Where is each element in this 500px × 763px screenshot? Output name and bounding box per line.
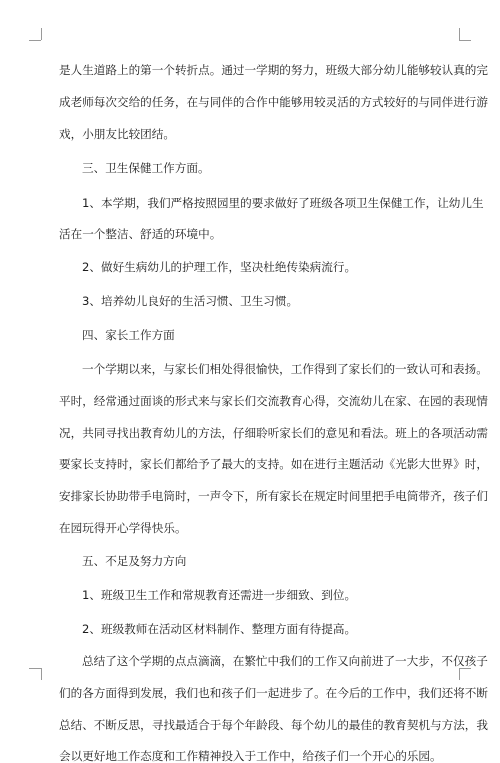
crop-mark-top-left-h: [29, 40, 41, 41]
paragraph-line: 一个学期以来，与家长们相处得很愉快，工作得到了家长们的一致认可和表扬。: [82, 362, 488, 376]
paragraph-line: 是人生道路上的第一个转折点。通过一学期的努力，班级大部分幼儿能够较认真的完: [59, 63, 488, 77]
paragraph-line: 安排家长协助带手电筒时，一声令下，所有家长在规定时间里把手电筒带齐，孩子们: [59, 489, 488, 503]
crop-mark-bottom-left-v: [41, 668, 42, 680]
list-item: 3、培养幼儿良好的生活习惯、卫生习惯。: [82, 294, 299, 308]
paragraph-line: 1、本学期，我们严格按照园里的要求做好了班级各项卫生保健工作，让幼儿生: [82, 196, 484, 210]
paragraph-line: 总结了这个学期的点点滴滴，在繁忙中我们的工作又向前进了一大步，不仅孩子: [82, 654, 488, 668]
crop-mark-top-right-h: [459, 40, 471, 41]
section-heading: 五、不足及努力方向: [82, 554, 187, 568]
paragraph-line: 成老师每次交给的任务，在与同伴的合作中能够用较灵活的方式较好的与同伴进行游: [59, 95, 488, 109]
paragraph-line: 戏，小朋友比较团结。: [59, 127, 175, 141]
crop-mark-bottom-right-h: [459, 668, 471, 669]
paragraph-line: 活在一个整洁、舒适的环境中。: [59, 227, 222, 241]
paragraph-line: 在园玩得开心学得快乐。: [59, 521, 187, 535]
list-item: 2、班级教师在活动区材料制作、整理方面有待提高。: [82, 622, 357, 636]
section-heading: 四、家长工作方面: [82, 328, 175, 342]
paragraph-line: 们的各方面得到发展，我们也和孩子们一起进步了。在今后的工作中，我们还将不断: [59, 686, 488, 700]
list-item: 1、班级卫生工作和常规教育还需进一步细致、到位。: [82, 588, 357, 602]
section-heading: 三、卫生保健工作方面。: [82, 161, 210, 175]
paragraph-line: 平时，经常通过面谈的形式来与家长们交流教育心得，交流幼儿在家、在园的表现情: [59, 394, 488, 408]
crop-mark-top-left-v: [41, 28, 42, 40]
paragraph-line: 会以更好地工作态度和工作精神投入于工作中，给孩子们一个开心的乐园。: [59, 749, 442, 763]
crop-mark-bottom-left-h: [29, 668, 41, 669]
paragraph-line: 总结、不断反思，寻找最适合于每个年龄段、每个幼儿的最佳的教育契机与方法，我: [59, 718, 488, 732]
paragraph-line: 况，共同寻找出教育幼儿的方法，仔细聆听家长们的意见和看法。班上的各项活动需: [59, 426, 488, 440]
crop-mark-top-right-v: [459, 28, 460, 40]
list-item: 2、做好生病幼儿的护理工作，坚决杜绝传染病流行。: [82, 260, 357, 274]
paragraph-line: 要家长支持时，家长们都给予了最大的支持。如在进行主题活动《光影大世界》时，: [59, 457, 488, 471]
crop-mark-bottom-right-v: [459, 668, 460, 680]
